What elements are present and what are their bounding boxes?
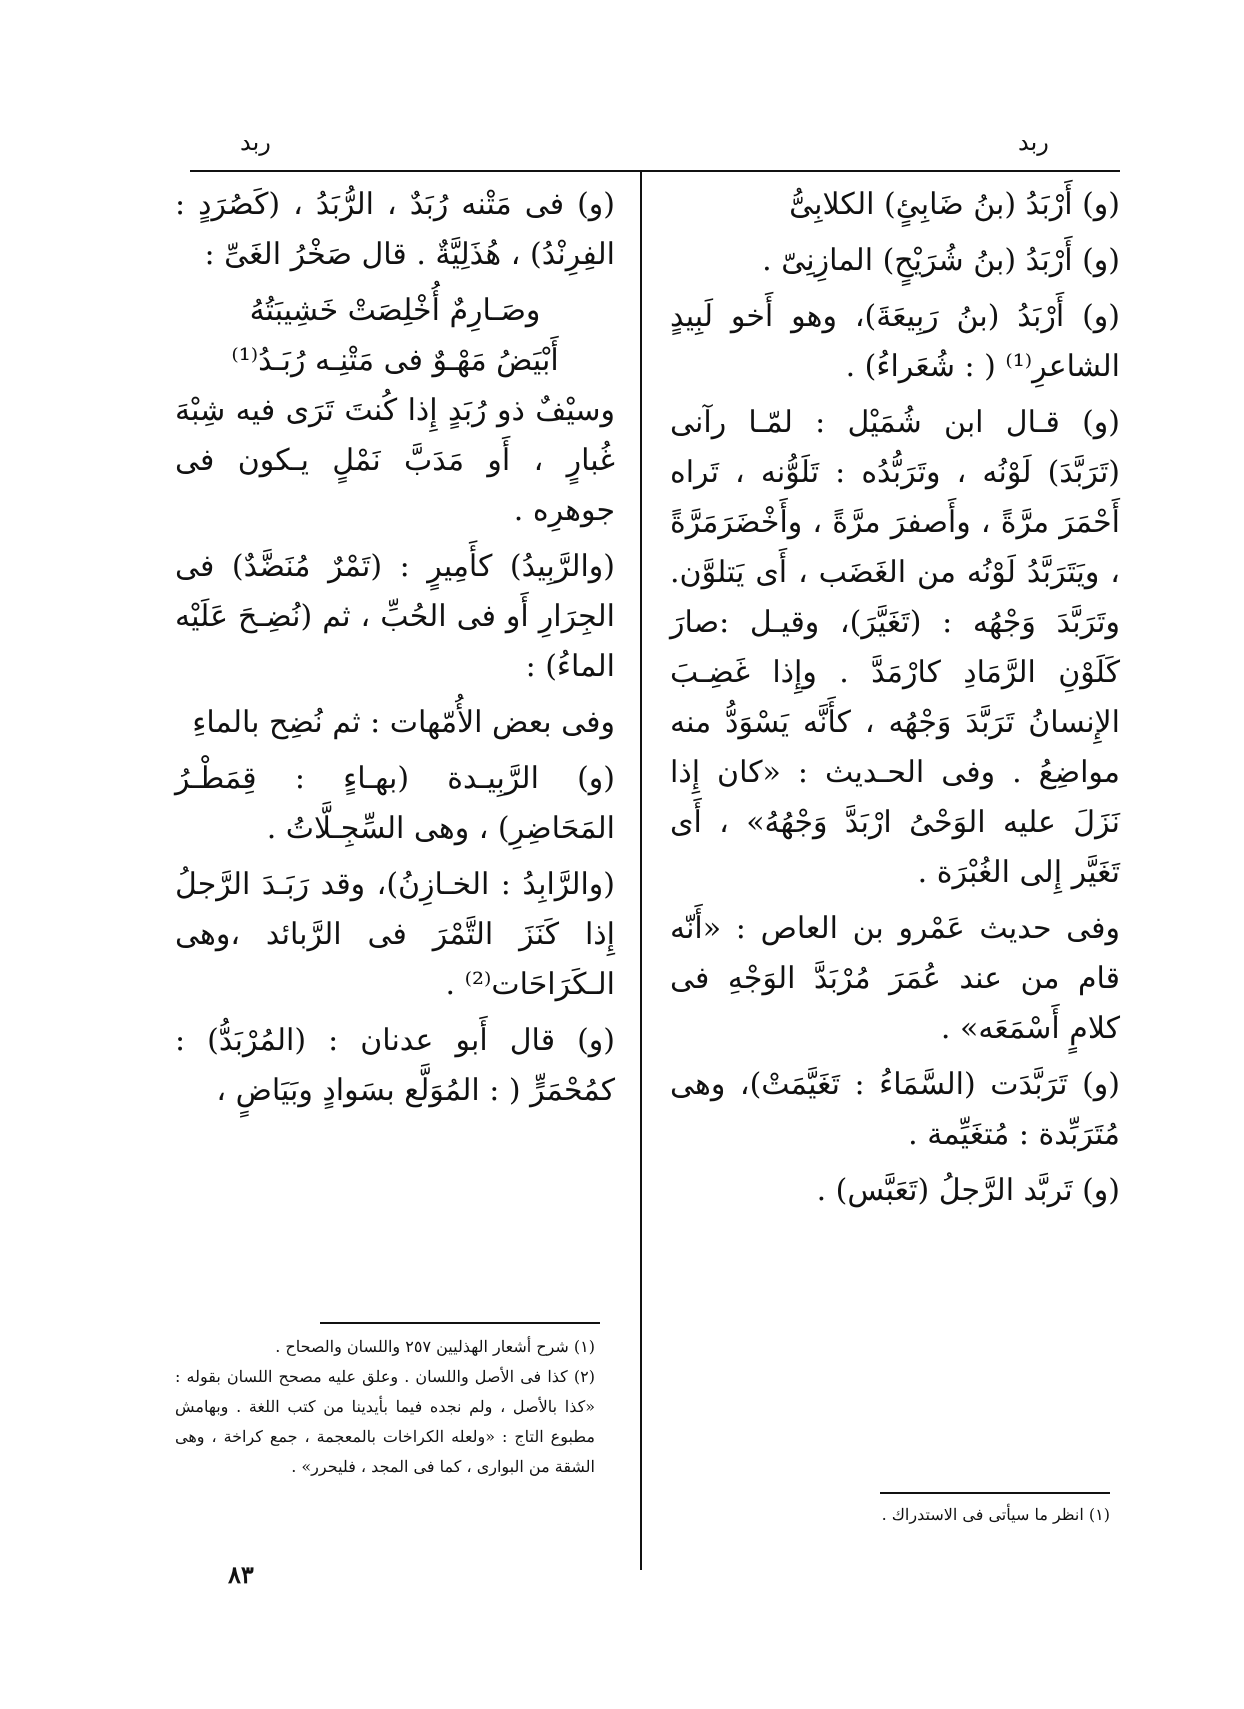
- entry-paragraph: (والرَّابِدُ : الخـازِنُ)، وقد رَبَـدَ الرَّجلُ إِذا كَنَزَ التَّمْرَ فى الرَّبائد ،وهى الـكَرَاحَات⁽²⁾ .: [175, 867, 615, 1002]
- poem-verse-line: وصَـارِمٌ أُخْلِصَتْ خَشِيبَتُهُ: [249, 293, 541, 328]
- right-column: [670, 180, 1120, 1222]
- footnotes-right: [820, 1500, 1110, 1530]
- page-number: ٨٣: [228, 1560, 254, 1589]
- running-header-left: ربد: [240, 128, 271, 156]
- footnotes-left: [175, 1332, 595, 1482]
- entry-paragraph: وفى حديث عَمْرو بن العاص : «أَنّه قام من عند عُمَرَ مُرْبَدَّ الوَجْهِ فى كلامٍ أَسْمَعَه» .: [670, 911, 1120, 1046]
- entry-paragraph: (و) فى مَتْنه رُبَدٌ ، الرُّبَدُ ، (كَصُرَدٍ : الفِرِنْدُ) ، هُذَلِيَّةٌ . قال صَخْرُ الغَىِّ :: [175, 187, 615, 272]
- entry-paragraph: (و) تَربَّد الرَّجلُ (تَعَبَّس) .: [816, 1173, 1120, 1208]
- footnote: (١) شرح أشعار الهذليين ٢٥٧ واللسان والصحاح .: [275, 1337, 595, 1356]
- entry-paragraph: (و) أَرْبَدُ (بنُ شُرَيْحٍ) المازِنِىّ .: [762, 243, 1120, 278]
- entry-paragraph: (و) أَرْبَدُ (بنُ رَبِيعَةَ)، وهو أَخو لَبِيدٍ الشاعرِ⁽¹⁾ ( : شُعَراءُ) .: [670, 299, 1120, 384]
- entry-paragraph: (و) تَرَبَّدَت (السَّمَاءُ : تَغَيَّمَتْ)، وهى مُتَرَبِّدة : مُتغَيِّمة .: [670, 1067, 1120, 1152]
- entry-paragraph: وسيْفٌ ذو رُبَدٍ إِذا كُنتَ تَرَى فيه شِبْهَ غُبارٍ ، أَو مَدَبَّ نَمْلٍ يـكون فى جوهرِه .: [175, 393, 615, 528]
- header-rule: [190, 170, 1120, 172]
- entry-paragraph: (والرَّبِيدُ) كأَمِيرٍ : (تَمْرٌ مُنَضَّدٌ) فى الجِرَارِ أَو فى الحُبِّ ، ثم (نُضِـحَ عَلَيْه الماءُ) :: [175, 549, 615, 684]
- running-header-right: ربد: [1018, 128, 1049, 156]
- footnote: (٢) كذا فى الأصل واللسان . وعلق عليه مصحح اللسان بقوله : «كذا بالأصل ، ولم نجده فيما بأيدينا من كتب اللغة . وبهامش مطبوع التاج : «ولعله الكراخات بالمعجمة ، جمع كراخة ، وهى الشقة من البوارى ، كما فى المجد ، فليحرر» .: [175, 1367, 595, 1476]
- footnote: (١) انظر ما سيأتى فى الاستدراك .: [881, 1505, 1110, 1524]
- entry-paragraph: (و) قـال ابن شُمَيْل : لمّـا رآنى (تَرَبَّدَ) لَوْنُه ، وتَرَبُّدُه : تَلَوُّنه ، تَراه أَحْمَرَ مرَّةً ، وأَصفرَ مرَّةً ، وأَخْضَرَمَرَّةً ، ويَتَرَبَّدُ لَوْنُه من الغَضَب ، أَى يَتلوَّن. وتَرَبَّدَ وَجْهُه : (تَغَيَّرَ)، وقيـل :صارَ كَلَوْنِ الرَّمَادِ كارْمَدَّ . وإِذا غَضِـبَ الإِنسانُ تَرَبَّدَ وَجْهُه ، كأَنَّه يَسْوَدُّ منه مواضِعُ . وفى الحـديث : «كان إِذا نَزَلَ عليه الوَحْىُ ارْبَدَّ وَجْهُهُ» ، أَى تَغَيَّر إِلى الغُبْرَة .: [670, 405, 1120, 890]
- entry-paragraph: (و) أَرْبَدُ (بنُ ضَابِئٍ) الكلابِىُّ: [789, 187, 1120, 222]
- left-column: [175, 180, 615, 1122]
- entry-paragraph: (و) قال أَبو عدنان : (المُرْبَدُّ) : كمُحْمَرٍّ ( : المُوَلَّع بسَوادٍ وبَيَاضٍ ،: [175, 1023, 615, 1108]
- footnote-rule-left: [320, 1322, 600, 1324]
- column-divider: [640, 170, 642, 1570]
- entry-paragraph: (و) الرَّبِيـدة (بهـاءٍ : قِمَطْـرُ المَحَاضِرِ) ، وهى السِّجِـلَّاتُ .: [175, 761, 615, 846]
- poem-verse-line: أَبْيَضُ مَهْـوٌ فى مَتْنِـه رُبَـدُ⁽¹⁾: [231, 343, 559, 378]
- footnote-rule-right: [880, 1492, 1110, 1494]
- entry-paragraph: وفى بعض الأُمّهات : ثم نُضِح بالماءِ: [192, 705, 615, 740]
